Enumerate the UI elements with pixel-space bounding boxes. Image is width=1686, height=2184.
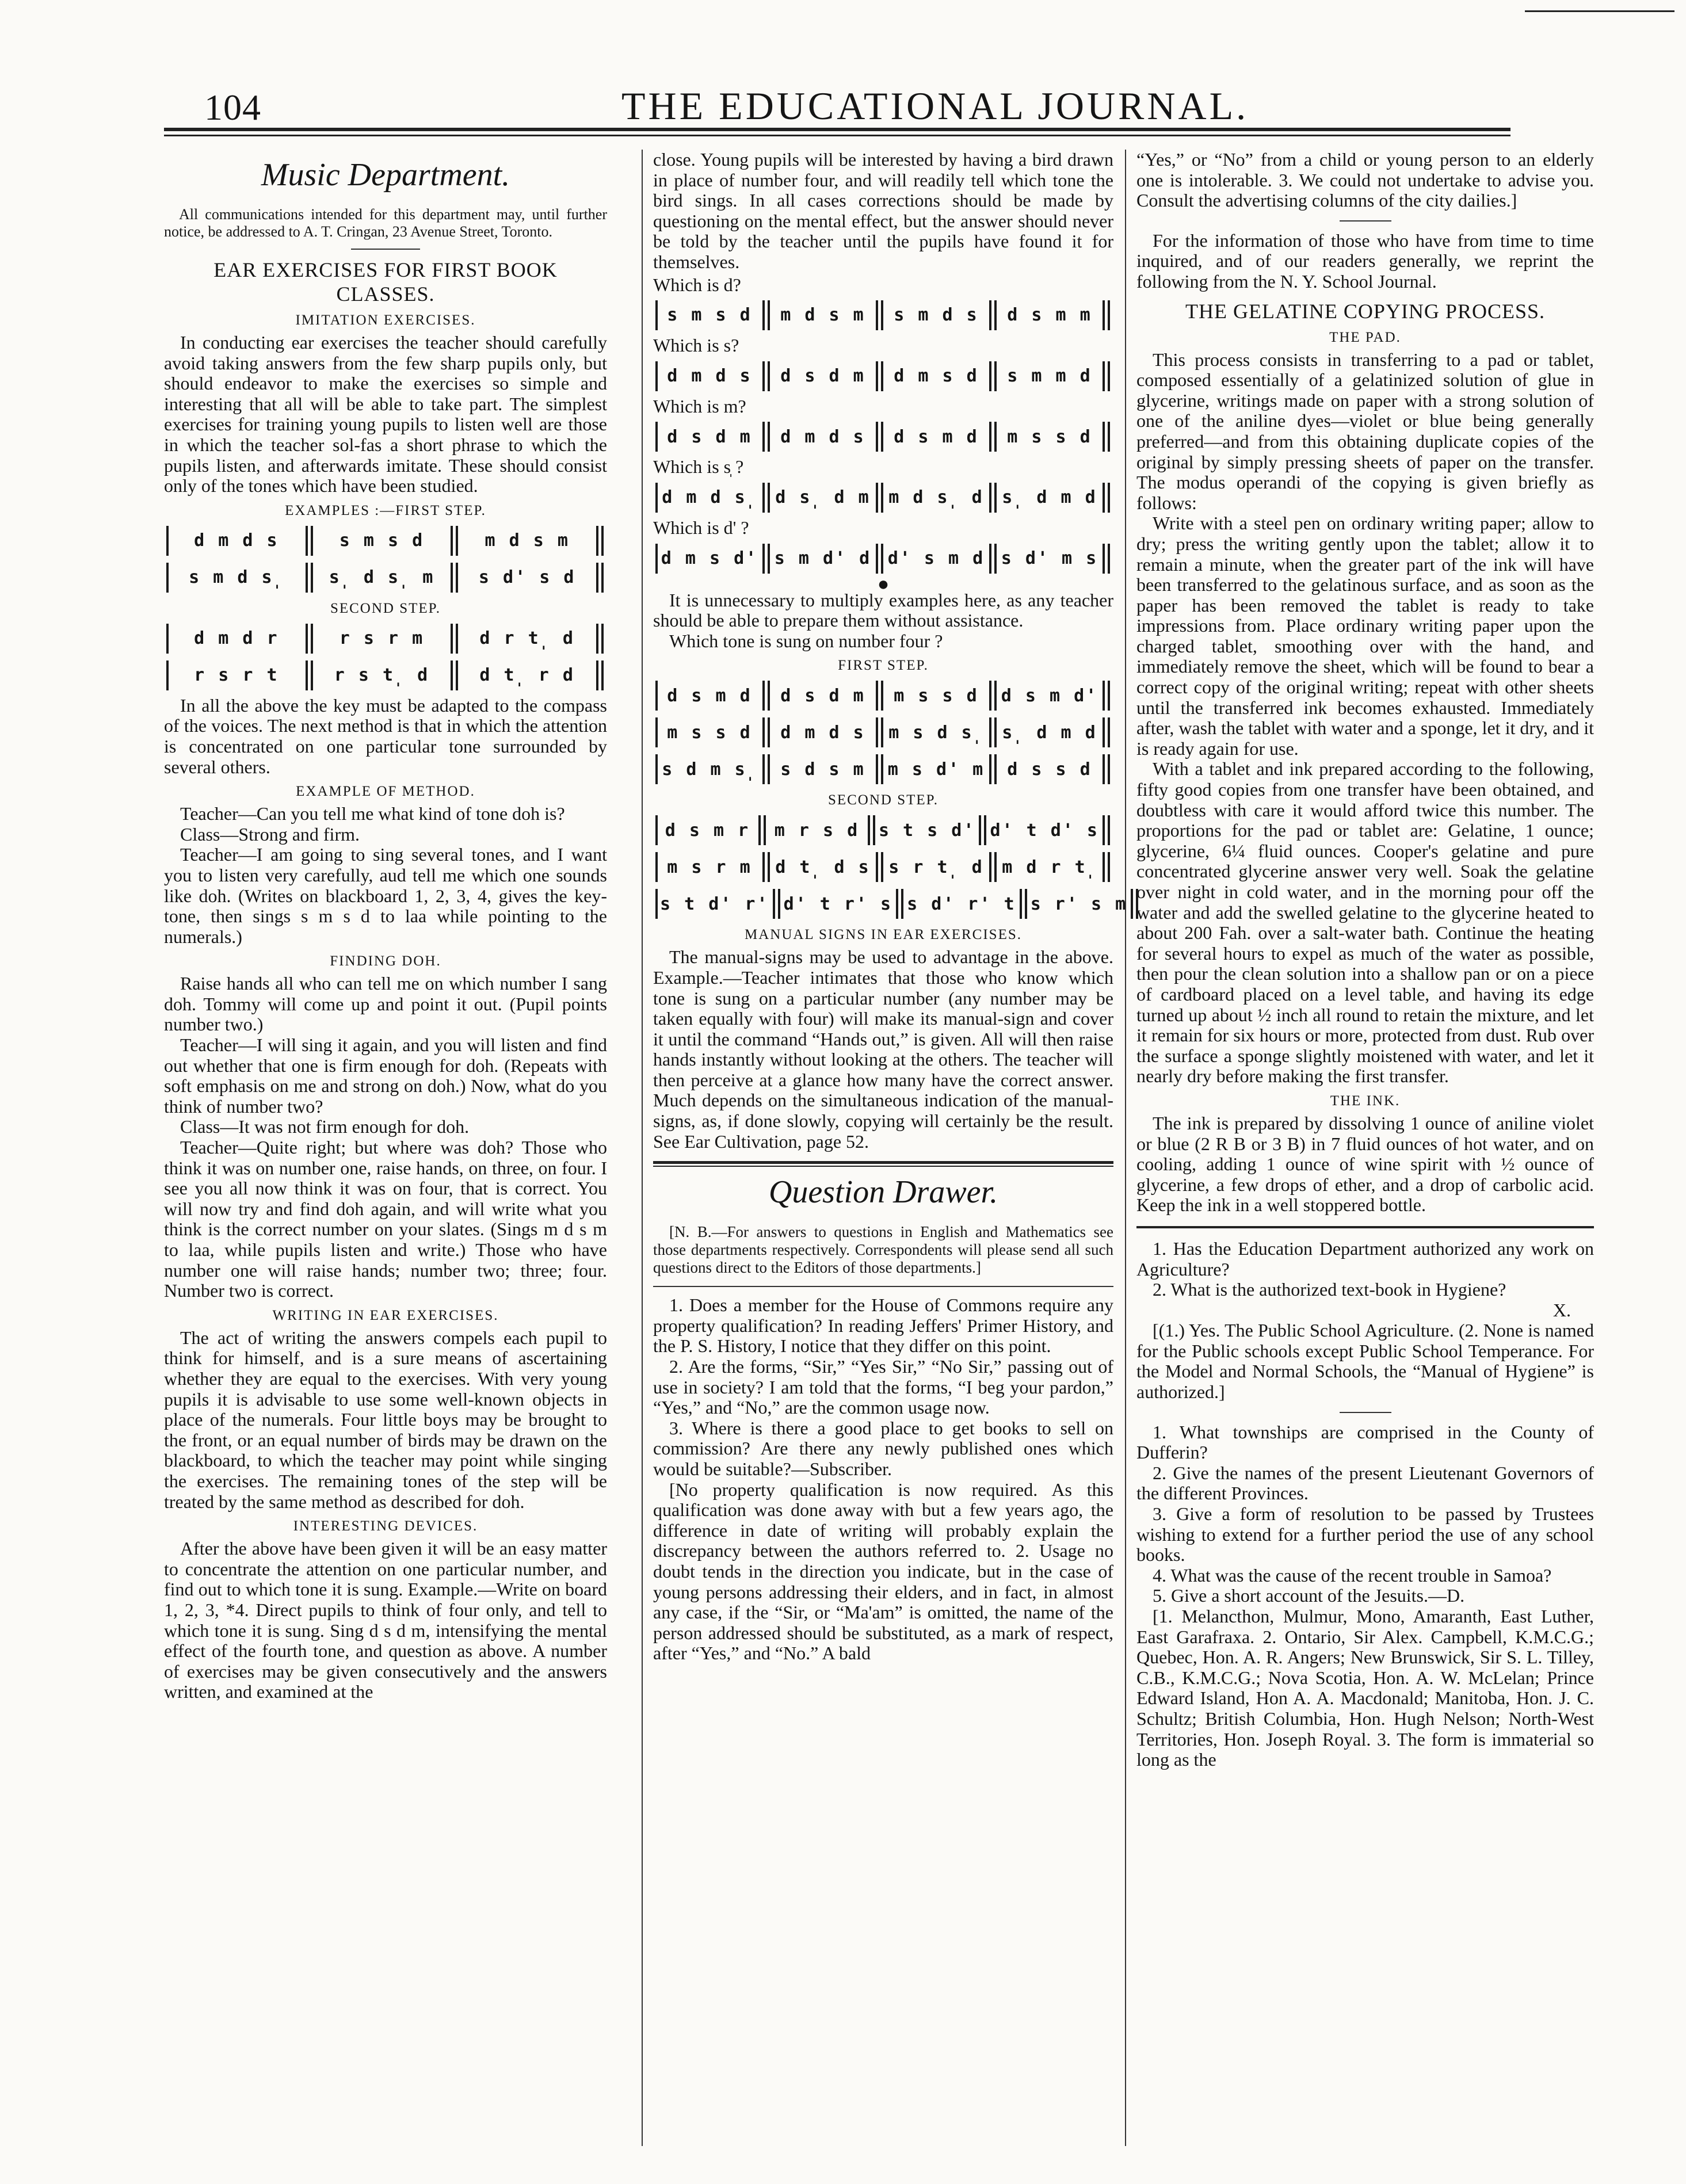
double-bar-line	[306, 526, 313, 556]
double-bar-line	[451, 563, 458, 593]
answer-paragraph: [No property qualification is now required. As this qualification was done away with but a few years ago, the difference in date of writing will probably explain the discrepancy between the authors referred to. 2. Usage no doubt tends in the direction you indicate, but in the case of young persons addressing their elders, and in fact, in almost any case, if the “Sir, or “Ma'am” is omitted, the name of the person addressed should be substituted, as a mark of respect, after “Yes,” and “No.” A bald	[653, 1479, 1113, 1664]
bar-line	[166, 660, 169, 690]
sol-fa-measure: s m m d	[1007, 365, 1092, 386]
sol-fa-measure: d s̩ d m	[775, 487, 871, 508]
top-corner-rule	[1525, 10, 1674, 12]
double-bar-line	[989, 544, 997, 574]
sol-fa-measure: d m s d	[894, 365, 979, 386]
double-bar-line	[989, 852, 997, 882]
devices-paragraph: After the above have been given it will be an easy matter to concentrate the attention on one particular number, and find out to which tone it is sung. Example.—Write on board 1, 2, 3, *4. Direct pupils to think of four only, and tell to which tone it is sung. Sing d s d m, intensifying the mental effect of the fourth tone, and question as above. A number of exercises may be given consecutively and the answers written, and examined at the	[164, 1538, 607, 1702]
double-bar-line	[762, 300, 770, 330]
sol-fa-measure: m s s d	[1007, 426, 1092, 447]
ear-exercises-heading: EAR EXERCISES FOR FIRST BOOK CLASSES.	[213, 258, 558, 306]
answer-rule	[1340, 1412, 1391, 1413]
double-bar-line	[306, 624, 313, 654]
journal-title: THE EDUCATIONAL JOURNAL.	[621, 84, 1249, 128]
notice-rule	[351, 249, 420, 250]
double-bar-line	[876, 852, 883, 882]
header-rule-thick	[164, 128, 1510, 131]
bar-line	[655, 483, 658, 513]
devices-heading: INTERESTING DEVICES.	[293, 1518, 478, 1534]
imitation-paragraph: In conducting ear exercises the teacher should carefully avoid taking answers from the few sharp pupils only, but should endeavor to make the exercises so simple and interesting that all will be able to take part. The simplest exercises for training young pupils to listen well are those in which the teacher sol-fas a short phrase to which the pupils listen, and afterwards imitate. These should consist only of the tones which have been studied.	[164, 332, 607, 497]
double-bar-line	[1103, 681, 1110, 711]
sol-fa-measure: d s m d	[894, 426, 979, 447]
bar-line	[655, 544, 658, 574]
sol-fa-measure: m d s m	[485, 530, 570, 551]
which-staff	[653, 420, 1113, 453]
sol-fa-measure: s̩ d m d	[1002, 722, 1097, 743]
double-bar-line	[876, 483, 883, 513]
page-number: 104	[204, 87, 261, 128]
header-rule-thin	[164, 135, 1510, 136]
write-paragraph: Write with a steel pen on ordinary writing paper; allow to dry; press the writing gently upon the tablet; allow it to remain a minute, when the greater part of the ink will have been transferred to the gelatinous surface, and as soon as the paper has been removed the tablet is ready to take impressions from. Place ordinary writing paper upon the charged tablet, smoothing over with the hand, and immediately remove the sheet, which will be found to bear a correct copy of the original writing; repeat with other sheets until the transferred ink becomes exhausted. Immediately after, wash the tablet with water and a sponge, let it dry, and it is ready again for use.	[1136, 513, 1594, 759]
which-label: Which is d' ?	[653, 517, 749, 538]
double-bar-line	[596, 624, 604, 654]
manual-signs-paragraph: The manual-signs may be used to advantage in the above. Example.—Teacher intimates that those who know which tone is sung on a particular number (any number may be taken equally with four) will make its manual-sign and cover it until the command “Hands out,” is given. All will then raise hands instantly without looking at the others. The teacher will then perceive at a glance how many have the correct answer. Much depends on the simultaneous indication of the manual-signs, as, if done slowly, copying will certainly be the result. See Ear Cultivation, page 52.	[653, 946, 1113, 1152]
sol-fa-measure: s r' s m	[1030, 894, 1128, 914]
sol-fa-measure: d m d s	[194, 530, 279, 551]
double-bar-line	[762, 852, 770, 882]
bar-line	[655, 422, 658, 452]
sol-fa-row	[164, 622, 607, 655]
ink-paragraph: The ink is prepared by dissolving 1 ounce of aniline violet or blue (2 R B or 3 B) in 7 fluid ounces of hot water, and on cooling, adding 1 ounce of wine spirit with ½ ounce of glycerine, a few drops of ether, and a drop of carbolic acid. Keep the ink in a well stoppered bottle.	[1136, 1112, 1594, 1216]
question-item: 3. Give a form of resolution to be passed by Trustees wishing to extend for a further period the use of any school books.	[1136, 1503, 1594, 1566]
sol-fa-measure: m d s m	[780, 305, 865, 326]
sol-fa-row	[653, 481, 1113, 514]
which-label: Which is s̩ ?	[653, 456, 744, 478]
sol-fa-row	[164, 561, 607, 594]
sol-fa-row	[653, 850, 1113, 884]
double-bar-line	[979, 815, 986, 845]
sol-fa-row	[653, 679, 1113, 712]
manual-signs-heading: MANUAL SIGNS IN EAR EXERCISES.	[744, 927, 1022, 943]
question-item: 2. What is the authorized text-book in Hygiene?	[1153, 1279, 1506, 1300]
double-bar-line	[762, 544, 770, 574]
sol-fa-measure: m s s d	[894, 685, 979, 706]
col2-second-step-label: SECOND STEP.	[827, 792, 939, 808]
sol-fa-measure: s m s d	[667, 305, 752, 326]
writing-paragraph: The act of writing the answers compels each pupil to think for himself, and is a sure means of ascertaining whether they are equal to the exercises. With very young pupils it is advisable to use some well-known objects in place of the numerals. Four little boys may be brought to the front, or an equal number of birds may be drawn on the blackboard, to which the teacher may point while singing the exercises. The remaining tones of the step will be treated by the same method as described for doh.	[164, 1327, 607, 1512]
finding-doh-heading: FINDING DOH.	[330, 953, 441, 969]
continuation-rule	[1340, 220, 1391, 222]
sol-fa-measure: d t̩ r d	[479, 665, 575, 685]
double-bar-line	[876, 754, 883, 784]
sol-fa-measure: s m d s̩	[189, 567, 284, 587]
double-bar-line	[989, 483, 997, 513]
question-item: 1. Does a member for the House of Commons require any property qualification? In reading Jeffers' Primer History, and the P. S. History, I notice that they differ on this point.	[653, 1295, 1113, 1357]
sol-fa-measure: d s d m	[780, 365, 865, 386]
answer-paragraph: [1. Melancthon, Mulmur, Mono, Amaranth, East Luther, East Garafraxa. 2. Ontario, Sir Alex. Campbell, K.M.C.G.; Quebec, Hon. A. R. Angers; New Brunswick, Sir S. L. Tilley, C.B., K.M.C.G.; Nova Scotia, Hon. A. W. McLelan; Prince Edward Island, Hon A. A. Macdonald; Manitoba, Hon. J. C. Schultz; British Columbia, Hon. Hugh Nelson; North-West Territories, Hon. Joseph Royal. 3. The form is immaterial so long as the	[1136, 1606, 1594, 1770]
double-bar-line	[1103, 852, 1110, 882]
column-3	[1136, 150, 1594, 2152]
method-line: Teacher—I am going to sing several tones, and I want you to listen very carefully, aud tell me which one sounds like doh. (Writes on blackboard 1, 2, 3, 4, gives the key-tone, then sings s m s d to laa while pointing to the numerals.)	[164, 844, 607, 947]
which-staff	[653, 299, 1113, 332]
finding-line: Raise hands all who can tell me on which number I sang doh. Tommy will come up and point it out. (Pupil points number two.)	[164, 973, 607, 1035]
sol-fa-measure: m s s d	[667, 722, 752, 743]
double-bar-line	[451, 624, 458, 654]
which-staff	[653, 360, 1113, 393]
unnecessary-paragraph: It is unnecessary to multiply examples here, as any teacher should be able to prepare them without assistance.	[653, 589, 1113, 631]
question-item: 1. What townships are comprised in the County of Dufferin?	[1136, 1421, 1594, 1463]
double-bar-line	[1103, 717, 1110, 747]
double-bar-line	[989, 422, 997, 452]
double-bar-line	[876, 422, 883, 452]
col2-second-step-staff	[653, 814, 1128, 921]
signature-x: X.	[1553, 1299, 1571, 1320]
double-bar-line	[989, 754, 997, 784]
double-bar-line	[773, 889, 780, 919]
nb-rule	[653, 1286, 1113, 1287]
double-bar-line	[989, 361, 997, 391]
bar-line	[655, 361, 658, 391]
double-bar-line	[596, 563, 604, 593]
double-bar-line	[762, 717, 770, 747]
sol-fa-row	[653, 420, 1113, 453]
bar-line	[166, 526, 169, 556]
sol-fa-measure: d r t̩ d	[479, 628, 575, 648]
sol-fa-measure: s d s m	[780, 759, 865, 780]
double-bar-line	[1103, 483, 1110, 513]
sol-fa-measure: d s m d	[667, 685, 752, 706]
sol-fa-row	[164, 659, 607, 692]
imitation-heading: IMITATION EXERCISES.	[295, 312, 476, 328]
which-label: Which is d?	[653, 274, 741, 295]
sol-fa-measure: d s m m	[1007, 305, 1092, 326]
examples-first-step-label: EXAMPLES :—FIRST STEP.	[285, 502, 486, 518]
double-bar-line	[1103, 361, 1110, 391]
which-tone-question: Which tone is sung on number four ?	[669, 630, 943, 651]
sol-fa-measure: m r s d	[774, 820, 860, 841]
second-step-staff	[164, 622, 607, 692]
method-heading: EXAMPLE OF METHOD.	[296, 784, 475, 800]
double-bar-line	[876, 300, 883, 330]
gelatine-heading: THE GELATINE COPYING PROCESS.	[1185, 299, 1546, 323]
question-item: 2. Give the names of the present Lieutenant Governors of the different Provinces.	[1136, 1462, 1594, 1504]
question-drawer-title: Question Drawer.	[768, 1174, 998, 1211]
column-divider-1	[642, 150, 643, 2146]
bar-line	[655, 889, 658, 919]
sol-fa-measure: d s d m	[667, 426, 752, 447]
double-bar-line	[1103, 300, 1110, 330]
tablet-paragraph: With a tablet and ink prepared according to the following, fifty good copies from one transfer have been obtained, and doubtless with care it would afford twice this number. The proportions for the pad or tablet are: Gelatine, 1 ounce; glycerine, 6¼ fluid ounces. Cooper's gelatine and pure concentrated glycerine answer very well. Soak the gelatine over night in cold water, and in the morning pour off the water and add the swelled gelatine to the glycerine heated to about 200 Fah. over a salt-water bath. Continue the heating for several hours to expel as much of the water as possible, then pour the clean solution into a shallow pan or on a piece of cardboard placed on a level table, and having its edge turned up about ½ inch all round to retain the mixture, and let it remain for six hours or more, protected from dust. Rub over the surface a sponge slightly moistened with water, and let it nearly dry before making the first transfer.	[1136, 758, 1594, 1087]
bar-line	[655, 815, 658, 845]
sol-fa-measure: m s d' m	[887, 759, 985, 780]
sol-fa-measure: d m d s	[780, 426, 865, 447]
bar-line	[166, 563, 169, 593]
double-bar-line	[596, 526, 604, 556]
sol-fa-measure: s m d s	[894, 305, 979, 326]
nb-note: [N. B.—For answers to questions in English and Mathematics see those departments respectively. Correspondents will please send all such questions direct to the Editors of those departments.]	[653, 1223, 1113, 1277]
ink-blot-mark: ●	[877, 573, 890, 595]
col2-first-step-staff	[653, 679, 1113, 786]
first-step-label: FIRST STEP.	[838, 658, 929, 674]
sol-fa-measure: d s m r	[665, 820, 750, 841]
sol-fa-measure: m s r m	[667, 857, 752, 877]
sol-fa-row	[653, 814, 1113, 847]
first-step-staff	[164, 524, 607, 594]
reprint-paragraph: For the information of those who have from time to time inquired, and of our readers generally, we reprint the following from the N. Y. School Journal.	[1136, 230, 1594, 292]
sol-fa-measure: s d' m s	[1001, 548, 1098, 568]
question-item: 5. Give a short account of the Jesuits.—D.	[1153, 1585, 1465, 1606]
double-bar-line	[762, 483, 770, 513]
answer-paragraph: [(1.) Yes. The Public School Agriculture. (2. None is named for the Public schools except Public School Temperance. For the Model and Normal Schools, the “Manual of Hygiene” is authorized.]	[1136, 1320, 1594, 1403]
double-bar-line	[306, 660, 313, 690]
column-1	[164, 150, 607, 2152]
sol-fa-measure: s d m s̩	[662, 759, 757, 780]
sol-fa-measure: r s t̩ d	[334, 665, 430, 685]
sol-fa-measure: s r t̩ d	[888, 857, 984, 877]
sol-fa-row	[653, 299, 1113, 332]
which-label: Which is s?	[653, 335, 739, 356]
sol-fa-row	[653, 360, 1113, 393]
intro-paragraph: close. Young pupils will be interested by having a bird drawn in place of number four, and will readily tell which tone the bird sings. In all cases corrections should be made by questioning on the mental effect, but the answer should never be told by the teacher until the pupils have found it for themselves.	[653, 149, 1113, 272]
double-bar-line	[1103, 754, 1110, 784]
double-bar-line	[762, 754, 770, 784]
double-bar-line	[762, 361, 770, 391]
sol-fa-measure: m d s̩ d	[888, 487, 984, 508]
double-bar-line	[989, 717, 997, 747]
sol-fa-measure: s d' r' t	[907, 894, 1016, 914]
double-bar-line	[1103, 422, 1110, 452]
sol-fa-measure: d m d s	[667, 365, 752, 386]
section-rule-thick	[653, 1161, 1113, 1164]
sol-fa-measure: d m d s̩	[662, 487, 757, 508]
method-line: Teacher—Can you tell me what kind of tone doh is?	[180, 803, 565, 824]
sol-fa-measure: s m d' d	[774, 548, 872, 568]
ink-heading: THE INK.	[1330, 1093, 1401, 1109]
finding-line: Teacher—I will sing it again, and you will listen and find out whether that one is firm enough for doh. (Repeats with soft emphasis on me and strong on doh.) Now, what do you think of number two?	[164, 1034, 607, 1117]
department-notice: All communications intended for this department may, until further notice, be addressed to A. T. Cringan, 23 Avenue Street, Toronto.	[164, 206, 607, 240]
double-bar-line	[451, 526, 458, 556]
sol-fa-measure: r s r m	[339, 628, 425, 648]
sol-fa-measure: s̩ d m d	[1002, 487, 1097, 508]
section-rule-thin	[653, 1166, 1113, 1167]
writing-heading: WRITING IN EAR EXERCISES.	[272, 1307, 499, 1323]
sol-fa-measure: d' t r' s	[783, 894, 893, 914]
answer-continuation: “Yes,” or “No” from a child or young person to an elderly one is intolerable. 3. We could not undertake to advise you. Consult the advertising columns of the city dailies.]	[1136, 149, 1594, 211]
which-staff	[653, 481, 1113, 514]
sol-fa-measure: d s d m	[780, 685, 865, 706]
double-bar-line	[596, 660, 604, 690]
sol-fa-measure: d t̩ d s	[775, 857, 871, 877]
finding-line: Class—It was not firm enough for doh.	[180, 1116, 470, 1137]
method-line: Class—Strong and firm.	[180, 823, 360, 845]
sol-fa-row	[164, 524, 607, 558]
question-item: 4. What was the cause of the recent trouble in Samoa?	[1153, 1564, 1552, 1586]
sol-fa-measure: s m s d	[339, 530, 425, 551]
double-bar-line	[868, 815, 875, 845]
sol-fa-measure: r s r t	[194, 665, 279, 685]
double-bar-line	[876, 361, 883, 391]
sol-fa-measure: d s s d	[1007, 759, 1092, 780]
double-bar-line	[758, 815, 766, 845]
which-staff	[653, 542, 1113, 575]
question-item: 2. Are the forms, “Sir,” “Yes Sir,” “No Sir,” passing out of use in society? I am told that the forms, “I beg your pardon,” “Yes,” and “No,” are the common usage now.	[653, 1356, 1113, 1418]
music-department-title: Music Department.	[261, 157, 510, 193]
bar-line	[655, 852, 658, 882]
sol-fa-measure: s d' s d	[478, 567, 576, 587]
bar-line	[655, 717, 658, 747]
question-item: 1. Has the Education Department authorized any work on Agriculture?	[1136, 1238, 1594, 1280]
column-divider-2	[1125, 150, 1126, 2146]
double-bar-line	[1103, 544, 1110, 574]
pad-heading: THE PAD.	[1329, 329, 1401, 345]
bar-line	[655, 754, 658, 784]
sol-fa-row	[653, 542, 1113, 575]
finding-line: Teacher—Quite right; but where was doh? Those who think it was on number one, raise hands, on three, on four. I see you all now think it was on four, that is correct. You will now try and find doh again, and will write what you think is the correct number on your slates. (Sings m d s m to laa, while pupils listen and write.) Those who have number one will raise hands; number two; three; four. Number two is correct.	[164, 1137, 607, 1301]
double-bar-line	[762, 422, 770, 452]
sol-fa-measure: d m d r	[194, 628, 279, 648]
key-paragraph: In all the above the key must be adapted to the compass of the voices. The next method is that in which the attention is concentrated on one particular tone surrounded by several others.	[164, 694, 607, 777]
sol-fa-measure: m d r t̩	[1002, 857, 1097, 877]
sol-fa-measure: d m d s	[780, 722, 865, 743]
bar-line	[166, 624, 169, 654]
double-bar-line	[876, 544, 883, 574]
which-label: Which is m?	[653, 395, 746, 417]
second-step-label: SECOND STEP.	[330, 600, 441, 616]
sol-fa-measure: s t d' r'	[660, 894, 769, 914]
double-bar-line	[306, 563, 313, 593]
question-item: 3. Where is there a good place to get books to sell on commission? Are there any newly published ones which would be suitable?—Subscriber.	[653, 1417, 1113, 1479]
ink-section-rule	[1136, 1226, 1594, 1228]
sol-fa-measure: d' s m d	[887, 548, 985, 568]
bar-line	[655, 300, 658, 330]
sol-fa-measure: d' t d' s	[990, 820, 1099, 841]
pad-paragraph: This process consists in transferring to a pad or tablet, composed essentially of a gelatinized solution of glue in glycerine, writings made on paper with a strong solution of one of the aniline dyes—violet or blue being generally preferred—and from this obtaining duplicate copies of the original by simply pressing sheets of paper on the transfer. The modus operandi of the copying is given briefly as follows:	[1136, 349, 1594, 513]
double-bar-line	[1020, 889, 1027, 919]
sol-fa-measure: d m s d'	[661, 548, 758, 568]
sol-fa-row	[653, 716, 1113, 749]
bar-line	[655, 681, 658, 711]
sol-fa-measure: s t s d'	[878, 820, 976, 841]
double-bar-line	[989, 300, 997, 330]
double-bar-line	[1103, 815, 1110, 845]
double-bar-line	[896, 889, 903, 919]
sol-fa-measure: s̩ d s̩ m	[329, 567, 435, 587]
double-bar-line	[876, 717, 883, 747]
double-bar-line	[762, 681, 770, 711]
double-bar-line	[876, 681, 883, 711]
sol-fa-row	[653, 887, 1128, 921]
sol-fa-measure: d s m d'	[1001, 685, 1098, 706]
sol-fa-measure: m s d s̩	[888, 722, 984, 743]
double-bar-line	[989, 681, 997, 711]
column-2	[653, 149, 1128, 2152]
double-bar-line	[451, 660, 458, 690]
sol-fa-row	[653, 753, 1113, 786]
